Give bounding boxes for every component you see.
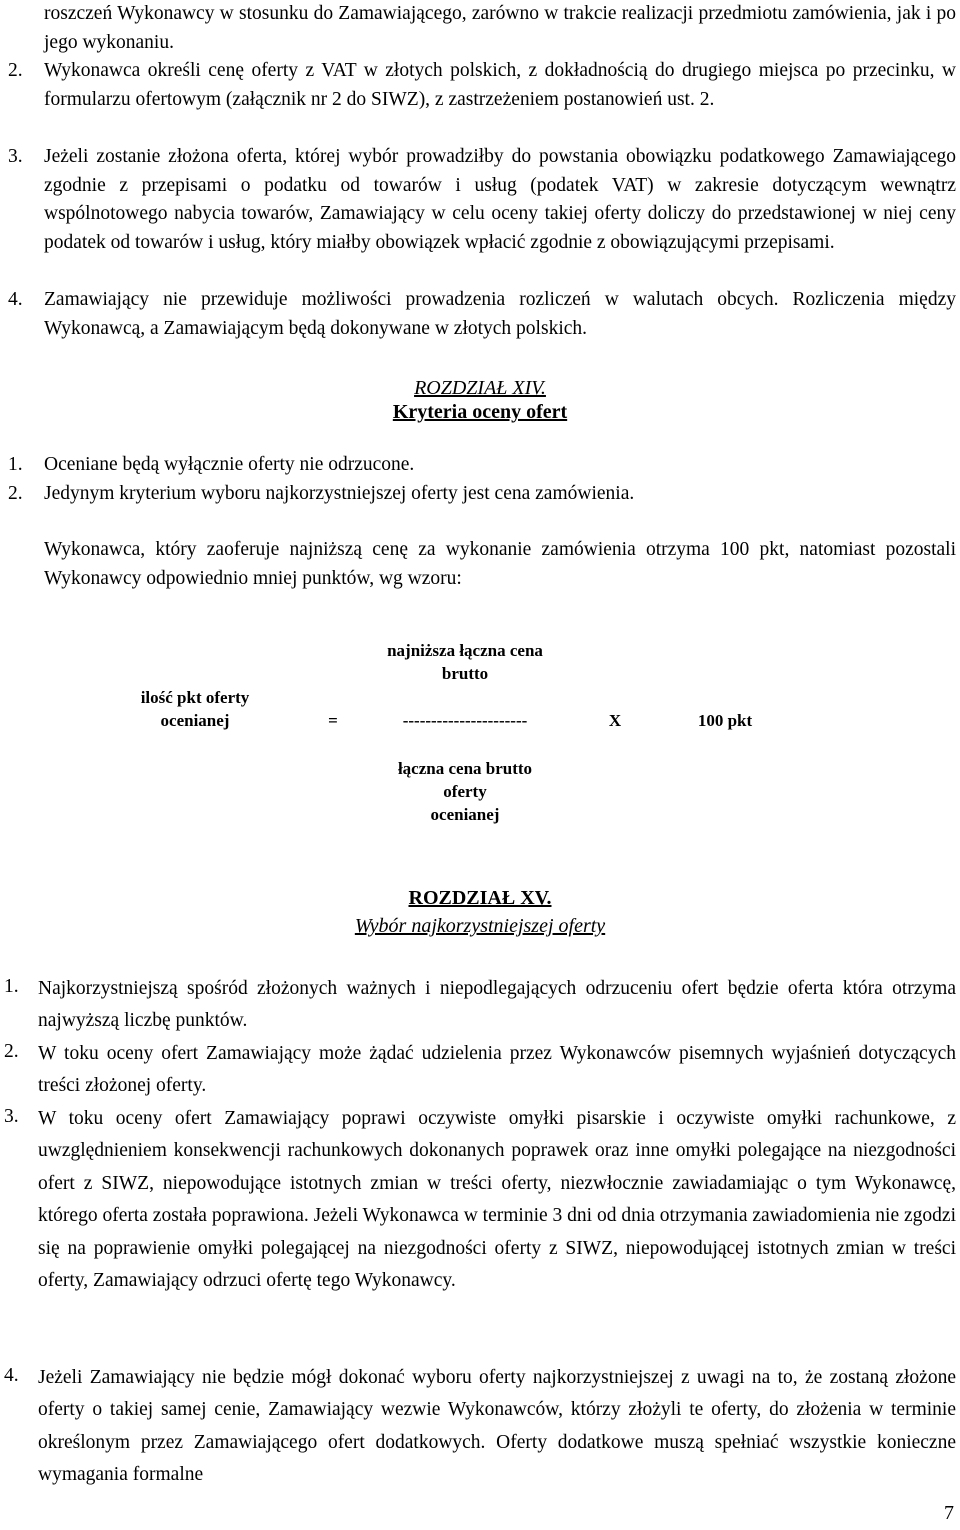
formula-numerator: najniższa łączna cena brutto bbox=[387, 641, 543, 683]
formula-100-points: 100 pkt bbox=[697, 711, 753, 730]
list-number: 3. bbox=[4, 1106, 19, 1127]
list-item-explanations: W toku oceny ofert Zamawiający może żądać udzielenia przez Wykonawców pisemnych wyjaśnień dotyczących treści złożonej oferty. bbox=[38, 1043, 956, 1097]
list-item-criterion: Jedynym kryterium wyboru najkorzystniejszej oferty jest cena zamówienia. bbox=[44, 483, 635, 504]
section-heading-xv: ROZDZIAŁ XV. bbox=[408, 887, 552, 909]
list-number: 4. bbox=[8, 289, 23, 310]
paragraph-continuation: roszczeń Wykonawcy w stosunku do Zamawiającego, zarówno w trakcie realizacji przedmiotu zamówienia, jak i po jego wykonaniu. bbox=[44, 3, 956, 53]
section-subheading-criteria: Kryteria oceny ofert bbox=[392, 401, 568, 423]
list-number: 3. bbox=[8, 146, 23, 167]
list-item-equal-prices: Jeżeli Zamawiający nie będzie mógł dokonać wyboru oferty najkorzystniejszej z uwagi na to, że zostaną złożone oferty o takiej samej cenie, Zamawiający wezwie Wykonawców, którzy złożyli te oferty, do złożenia w terminie określonym przez Zamawiającego ofert dodatkowych. Oferty dodatkowe muszą spełniać wszystkie konieczne wymagania formalne bbox=[38, 1367, 956, 1486]
formula-times: X bbox=[608, 711, 622, 730]
list-item-evaluated: Oceniane będą wyłącznie oferty nie odrzucone. bbox=[44, 454, 415, 475]
section-heading-xiv: ROZDZIAŁ XIV. bbox=[414, 377, 546, 399]
list-item-vat-price: Wykonawca określi cenę oferty z VAT w złotych polskich, z dokładnością do drugiego miejsca po przecinku, w formularzu ofertowym (załącznik nr 2 do SIWZ), z zastrzeżeniem postanowień ust. 2. bbox=[44, 60, 956, 110]
list-number: 2. bbox=[8, 60, 23, 81]
section-subheading-selection: Wybór najkorzystniejszej oferty bbox=[354, 915, 606, 937]
formula-denominator: łączna cena brutto oferty ocenianej bbox=[397, 759, 533, 824]
list-item-vat-obligation: Jeżeli zostanie złożona oferta, której wybór prowadziłby do powstania obowiązku podatkowego Zamawiającego zgodnie z przepisami o podatku od towarów i usług (podatek VAT) w zakresie dotyczącym wewnątrz wspólnotowego nabycia towarów, Zamawiający w celu oceny takiej oferty doliczy do przedstawionej w niej ceny podatek od towarów i usług, który miałby obowiązek wpłacić zgodnie z obowiązującymi przepisami. bbox=[44, 146, 956, 253]
list-item-corrections: W toku oceny ofert Zamawiający poprawi oczywiste omyłki pisarskie i oczywiste omyłki rachunkowe, z uwzględnieniem konsekwencji rachunkowych dokonanych poprawek oraz inne omyłki polegające na niezgodności ofert z SIWZ, niepowodujące istotnych zmian w treści oferty, niezwłocznie zawiadamiając o tym Wykonawcę, którego oferta została poprawiona. Jeżeli Wykonawca w terminie 3 dni od dnia otrzymania zawiadomienia nie zgodzi się na poprawienie omyłki polegającej na niezgodności oferty z SIWZ, niepowodującej istotnych zmian w treści oferty, Zamawiający odrzuci ofertę tego Wykonawcy. bbox=[38, 1108, 956, 1292]
list-number: 2. bbox=[8, 483, 23, 504]
formula-fraction-bar: ---------------------- bbox=[402, 711, 528, 730]
list-number: 1. bbox=[4, 976, 19, 997]
list-item-currency: Zamawiający nie przewiduje możliwości prowadzenia rozliczeń w walutach obcych. Rozliczenia między Wykonawcą, a Zamawiającym będą dokonywane w złotych polskich. bbox=[44, 289, 956, 339]
list-item-best-offer: Najkorzystniejszą spośród złożonych ważnych i niepodlegających odrzuceniu ofert będzie oferta która otrzyma najwyższą liczbę punktów. bbox=[38, 978, 956, 1032]
list-number: 4. bbox=[4, 1365, 19, 1386]
list-number: 1. bbox=[8, 454, 23, 475]
formula-left-side: ilość pkt oferty ocenianej bbox=[140, 688, 250, 730]
formula-equals: = bbox=[328, 711, 338, 730]
page-number: 7 bbox=[944, 1502, 954, 1524]
list-number: 2. bbox=[4, 1041, 19, 1062]
paragraph-points-intro: Wykonawca, który zaoferuje najniższą cenę za wykonanie zamówienia otrzyma 100 pkt, natomiast pozostali Wykonawcy odpowiednio mniej punktów, wg wzoru: bbox=[44, 539, 956, 589]
